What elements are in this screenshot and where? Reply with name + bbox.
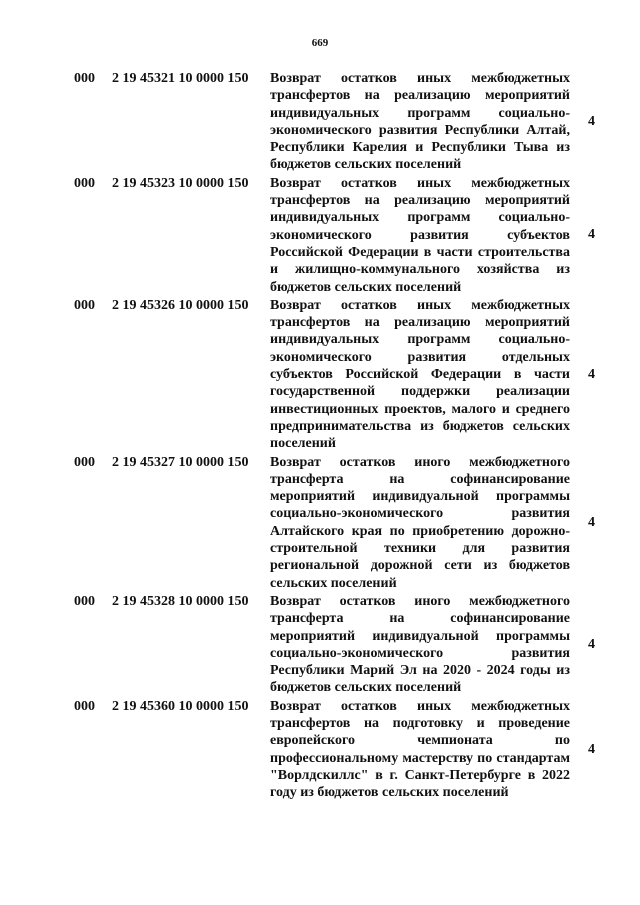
- table-row: [0, 70, 640, 174]
- table-row: [0, 698, 640, 802]
- row-value: 4: [588, 514, 595, 530]
- row-value: 4: [588, 113, 595, 129]
- admin-code: 000: [74, 454, 95, 470]
- kbk-code: 2 19 45327 10 0000 150: [112, 454, 249, 470]
- admin-code: 000: [74, 698, 95, 714]
- admin-code: 000: [74, 297, 95, 313]
- admin-code: 000: [74, 175, 95, 191]
- kbk-code: 2 19 45321 10 0000 150: [112, 71, 249, 86]
- table-row: [0, 593, 640, 697]
- kbk-code: 2 19 45323 10 0000 150: [112, 175, 249, 191]
- row-value: 4: [588, 741, 595, 757]
- table-row: [0, 454, 640, 592]
- admin-code: 000: [74, 71, 95, 86]
- kbk-code: 2 19 45328 10 0000 150: [112, 593, 249, 609]
- budget-code-table: [0, 70, 640, 801]
- row-name: Возврат остатков иных межбюджетных трансфертов на реализацию мероприятий индивидуальных программ социально-экономического развития субъектов Российской Федерации в части строительства и жилищно-коммунального хозяйства из бюджетов сельских поселений: [270, 175, 570, 295]
- row-name: Возврат остатков иного межбюджетного трансферта на софинансирование мероприятий индивидуальной программы социально-экономического развития Республики Марий Эл на 2020 - 2024 годы из бюджетов сельских поселений: [270, 593, 570, 696]
- kbk-code: 2 19 45360 10 0000 150: [112, 698, 249, 714]
- table-row: [0, 297, 640, 453]
- admin-code: 000: [74, 593, 95, 609]
- page-number: 669: [311, 37, 329, 49]
- row-name: Возврат остатков иных межбюджетных трансфертов на подготовку и проведение европейского чемпионата по профессиональному мастерству по стандартам "Ворлдскиллс" в г. Санкт-Петербурге в 2022 году из бюджетов сельских поселений: [270, 698, 570, 801]
- row-value: 4: [588, 366, 595, 382]
- row-name: Возврат остатков иных межбюджетных трансфертов на реализацию мероприятий индивидуальных программ социально-экономического развития отдельных субъектов Российской Федерации в части государственной поддержки реализации инвестиционных проектов, малого и среднего предпринимательства из бюджетов сельских поселений: [270, 297, 570, 452]
- row-name: Возврат остатков иных межбюджетных трансфертов на реализацию мероприятий индивидуальных программ социально-экономического развития Республики Алтай, Республики Карелия и Республики Тыва из бюджетов сельских поселений: [270, 71, 570, 173]
- kbk-code: 2 19 45326 10 0000 150: [112, 297, 249, 313]
- row-value: 4: [588, 227, 595, 243]
- table-row: [0, 175, 640, 296]
- row-value: 4: [588, 636, 595, 652]
- row-name: Возврат остатков иного межбюджетного трансферта на софинансирование мероприятий индивидуальной программы социально-экономического развития Алтайского края по приобретению дорожно-строительной техники для развития региональной дорожной сети из бюджетов сельских поселений: [270, 454, 570, 591]
